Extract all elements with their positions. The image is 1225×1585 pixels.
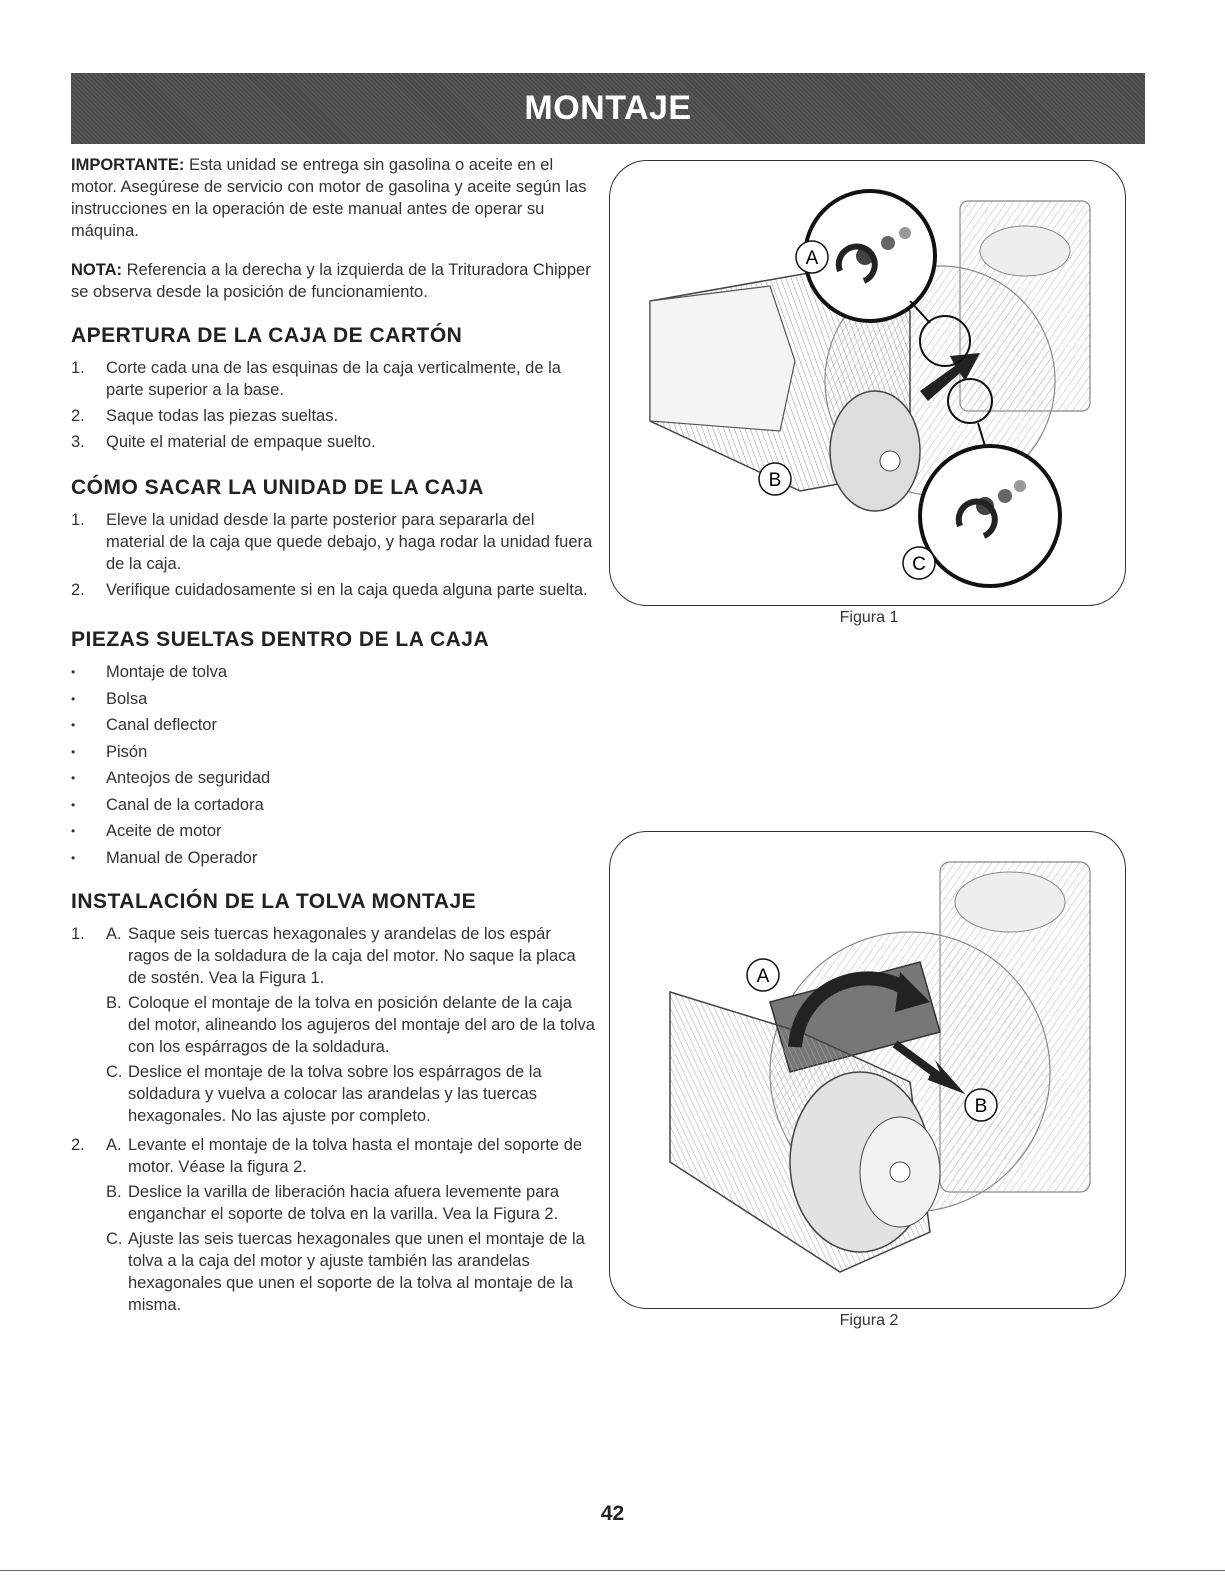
list-item: 3. Quite el material de empaque suelto. xyxy=(71,433,376,451)
unbox-steps xyxy=(71,357,596,453)
list-item: • Pisón xyxy=(71,742,148,761)
important-label: IMPORTANTE: xyxy=(71,156,185,174)
figure-2-caption: Figura 2 xyxy=(839,1312,899,1329)
note-label: NOTA: xyxy=(71,261,123,279)
hub xyxy=(880,451,900,471)
list-item: • Canal deflector xyxy=(71,716,217,734)
page-title: MONTAJE xyxy=(524,89,692,127)
substep: B. Coloque el montaje de la tolva en posición delante de la caja del motor, alineando los agujeros del montaje del aro de la tolva con los espárragos de la soldadura. xyxy=(106,993,595,1056)
important-text: Esta unidad se entrega sin gasolina o aceite en el motor. Asegúrese de servicio con motor de gasolina y aceite según las instrucciones en la operación de este manual antes de operar su máquina. xyxy=(71,156,587,240)
figure-2 xyxy=(609,831,1126,1309)
page-number: 42 xyxy=(600,1502,625,1525)
heading-loose-parts: PIEZAS SUELTAS DENTRO DE LA CAJA xyxy=(71,628,490,651)
list-item: 1. A. Saque seis tuercas hexagonales y arandelas de los espár ragos de la soldadura de la caja del motor. No saque la placa de sostén. Vea la Figura 1. B. Coloque el montaje de la tolva en posición delante de la caja del motor, alineando los agujeros del montaje del aro de la tolva con los espárragos de la soldadura. C. Deslice el montaje de la tolva sobre los espárragos de la soldadura y vuelva a colocar las arandelas y las tuercas hexagonales. No las ajuste por completo. xyxy=(71,923,596,1130)
section-banner xyxy=(71,73,1145,144)
figure-2-illustration xyxy=(610,832,1125,1308)
hopper-ring xyxy=(830,391,920,511)
hopper-rim xyxy=(650,286,795,431)
orientation-note xyxy=(71,259,596,303)
list-item: • Manual de Operador xyxy=(71,848,258,867)
list-item: 1. Corte cada una de las esquinas de la caja verticalmente, de la parte superior a la base. xyxy=(71,359,561,399)
list-item: • Canal de la cortadora xyxy=(71,795,264,814)
list-item: 2. Verifique cuidadosamente si en la caja queda alguna parte suelta. xyxy=(71,581,588,599)
install-steps xyxy=(71,923,596,1319)
list-item: • Aceite de motor xyxy=(71,822,222,840)
list-item: 2. Saque todas las piezas sueltas. xyxy=(71,407,339,425)
label-a: A xyxy=(756,966,770,987)
detail-circle-c xyxy=(920,446,1060,586)
label-b: B xyxy=(974,1096,988,1117)
substep: A. Levante el montaje de la tolva hasta el montaje del soporte de motor. Véase la figura 2. xyxy=(106,1135,583,1176)
substep: C. Deslice el montaje de la tolva sobre los espárragos de la soldadura y vuelva a colocar las arandelas y las tuercas hexagonales. No las ajuste por completo. xyxy=(106,1062,542,1125)
figure-1 xyxy=(609,160,1126,606)
heading-install: INSTALACIÓN DE LA TOLVA MONTAJE xyxy=(71,889,477,913)
important-note xyxy=(71,154,596,242)
note-text: Referencia a la derecha y la izquierda de la Trituradora Chipper se observa desde la posición de funcionamiento. xyxy=(71,261,591,301)
engine-cap xyxy=(955,872,1065,932)
figure-1-illustration xyxy=(610,161,1125,605)
heading-remove: CÓMO SACAR LA UNIDAD DE LA CAJA xyxy=(71,476,484,499)
list-item: • Montaje de tolva xyxy=(71,663,228,681)
figure-1-caption: Figura 1 xyxy=(839,609,899,626)
substeps xyxy=(106,923,596,1130)
remove-steps xyxy=(71,509,596,601)
list-item: 2. A. Levante el montaje de la tolva hasta el montaje del soporte de motor. Véase la figura 2. B. Deslice la varilla de liberación hacia afuera levemente para enganchar el soporte de tolva en la varilla. Vea la Figura 2. C. Ajuste las seis tuercas hexagonales que unen el montaje de la tolva a la caja del motor y ajuste también las arandelas hexagonales que unen el soporte de la tolva al montaje de la misma. xyxy=(71,1134,596,1319)
heading-unbox: APERTURA DE LA CAJA DE CARTÓN xyxy=(71,324,463,347)
engine-cap xyxy=(980,226,1070,276)
label-b: B xyxy=(768,470,782,491)
list-item: • Bolsa xyxy=(71,689,148,708)
list-item: 1. Eleve la unidad desde la parte posterior para separarla del material de la caja que quede debajo, y haga rodar la unidad fuera de la caja. xyxy=(71,511,593,573)
instructions-column xyxy=(71,154,596,1323)
hub xyxy=(890,1162,910,1182)
substep: A. Saque seis tuercas hexagonales y arandelas de los espár ragos de la soldadura de la caja del motor. No saque la placa de sostén. Vea la Figura 1. xyxy=(106,924,576,987)
substeps xyxy=(106,1134,596,1319)
bottom-rule xyxy=(0,1570,1225,1571)
list-item: • Anteojos de seguridad xyxy=(71,769,271,787)
substep: B. Deslice la varilla de liberación hacia afuera levemente para enganchar el soporte de tolva en la varilla. Vea la Figura 2. xyxy=(106,1182,560,1223)
loose-parts-list xyxy=(71,661,596,869)
label-a: A xyxy=(805,248,819,269)
substep: C. Ajuste las seis tuercas hexagonales que unen el montaje de la tolva a la caja del motor y ajuste también las arandelas hexagonales que unen el soporte de la tolva al montaje de la misma. xyxy=(106,1229,585,1314)
label-c: C xyxy=(912,554,926,575)
